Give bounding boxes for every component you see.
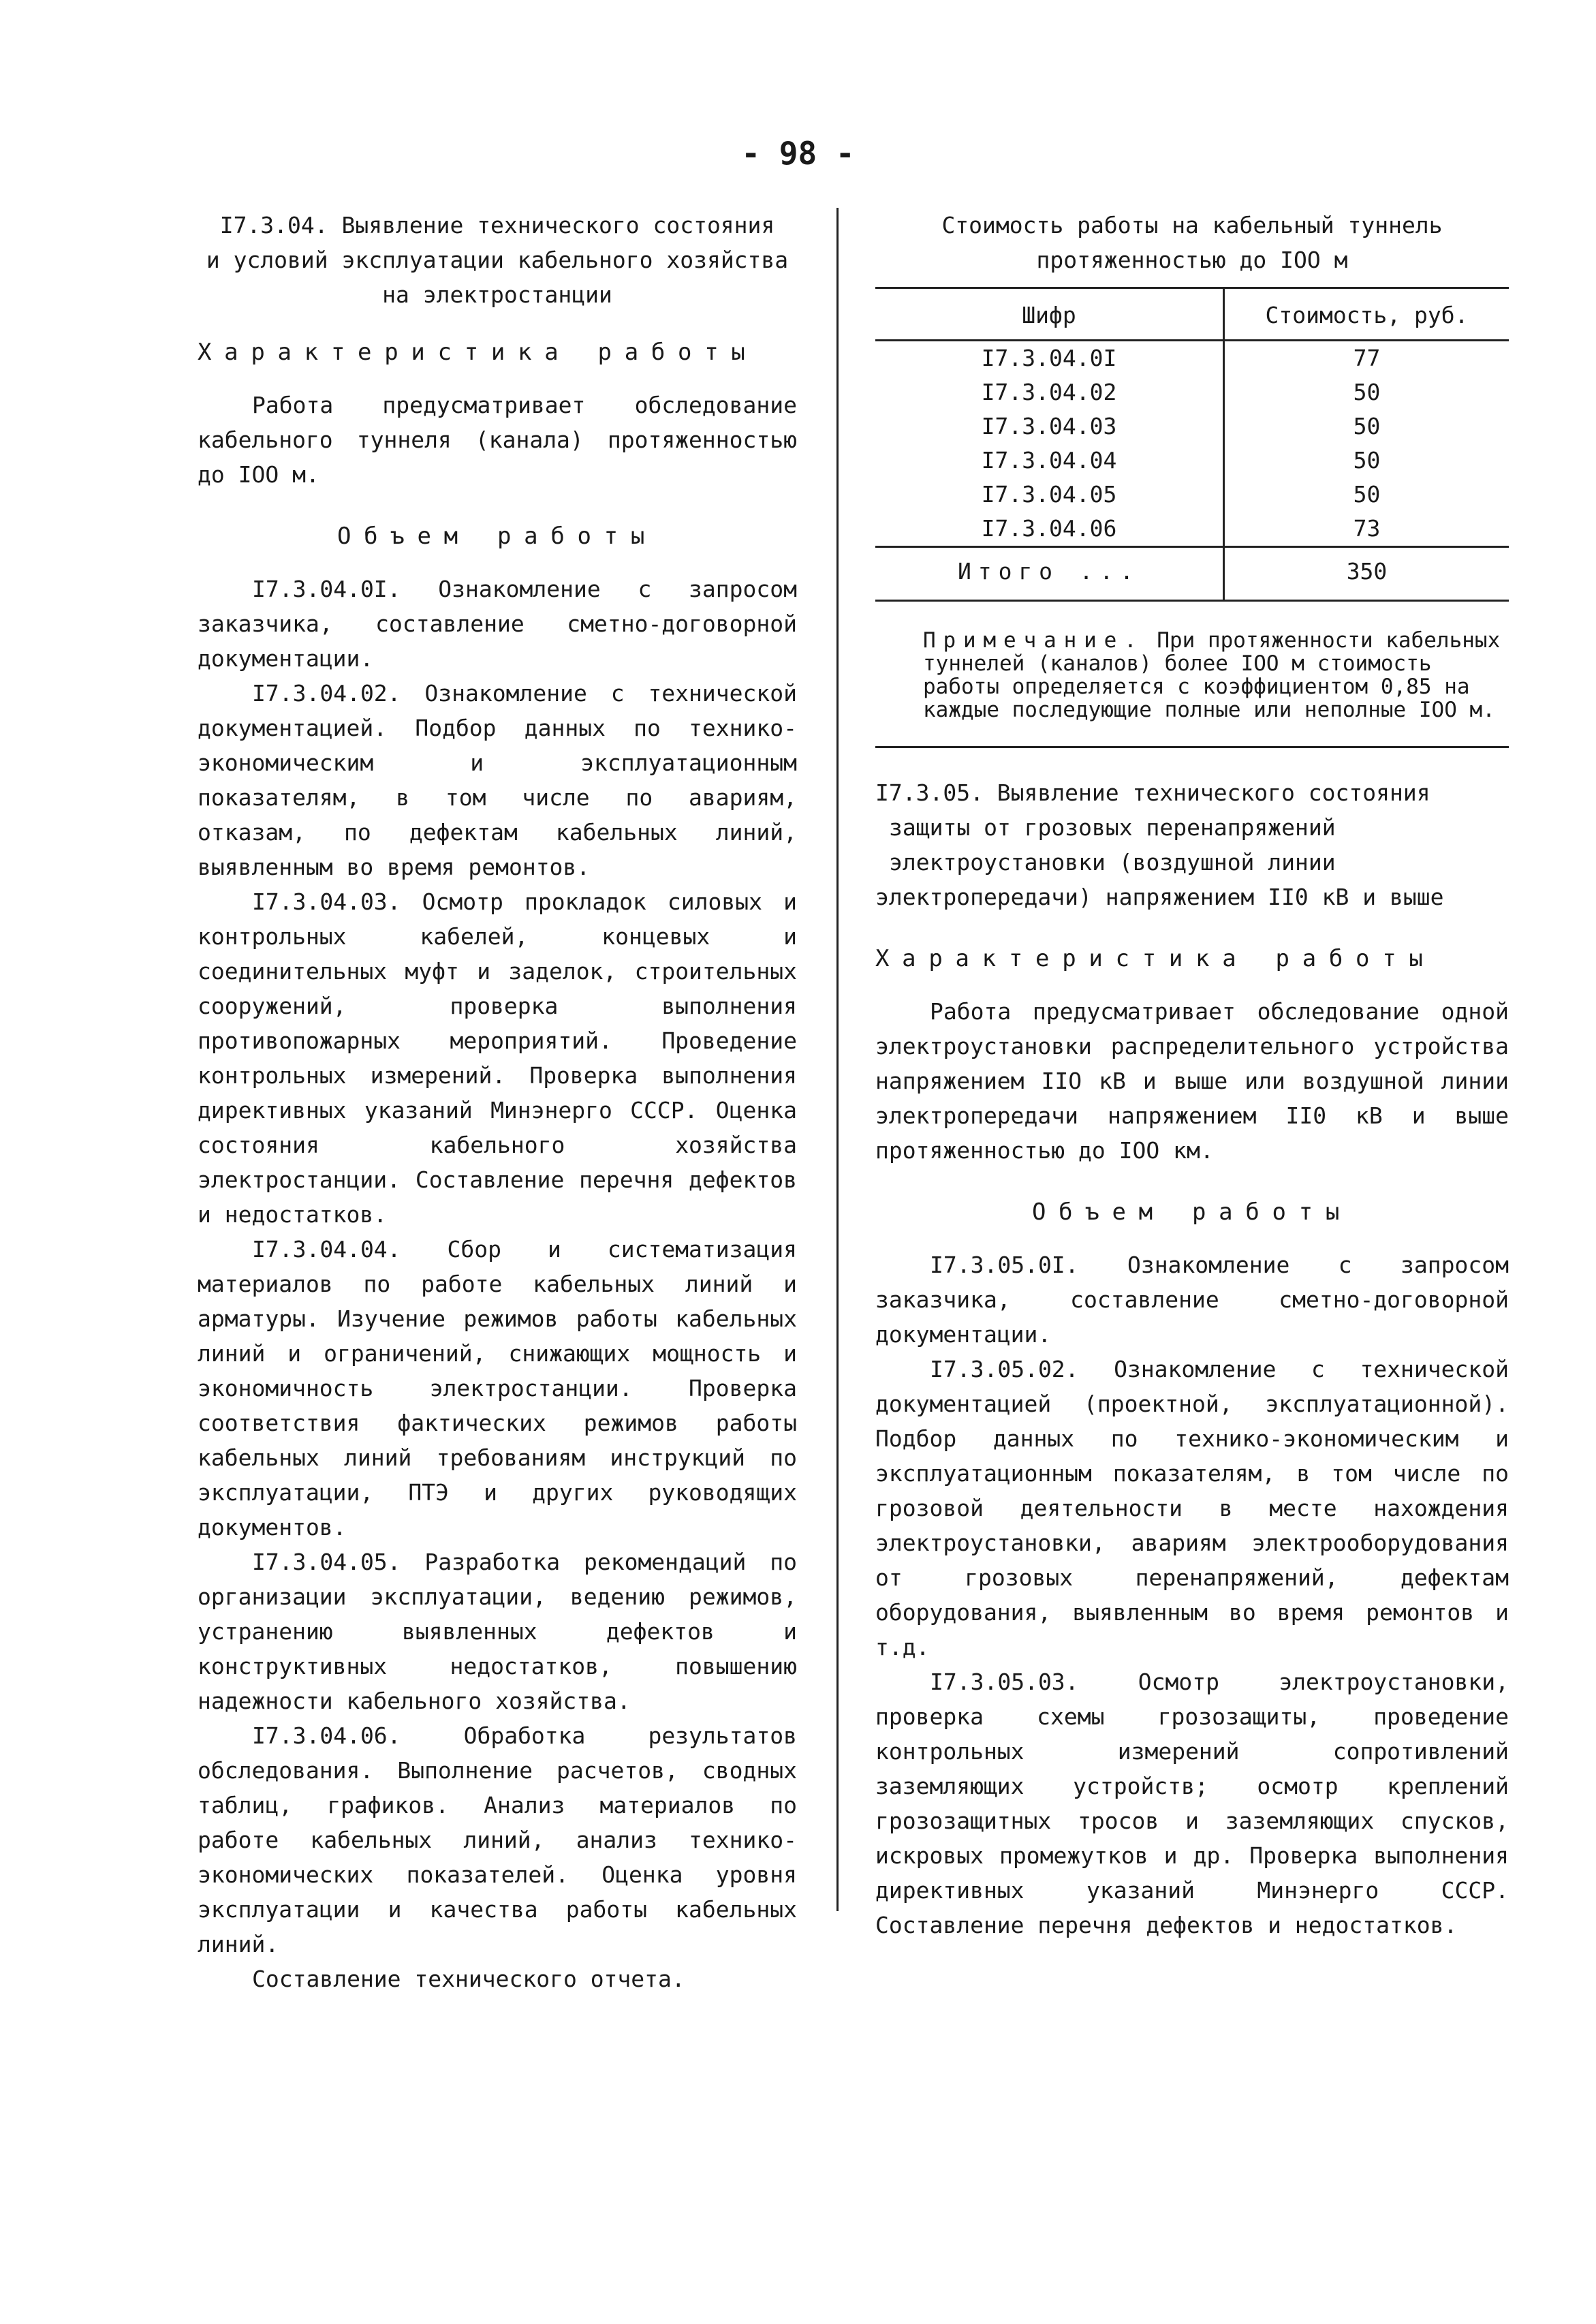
note-heading: Примечание. — [923, 628, 1144, 653]
scope-item: I7.3.05.02. Ознакомление с технической документацией (проектной, эксплуатационной). Подбор данных по технико-экономическим и эксплуатационным показателям, в том числе по грозовой деятельности в месте нахождения электроустановки, авариям электрооборудования от грозовых перенапряжений, дефектам оборудования, выявленным во время ремонтов и т.д. — [875, 1356, 1509, 1660]
note-text: При протяженности кабельных туннелей (каналов) более IOO м стоимость работы определяется с коэффициентом 0,85 на каждые последующие полные или неполные IOO м. — [923, 628, 1501, 722]
section-title-17-3-05: I7.3.05. Выявление технического состояния защиты от грозовых перенапряжений электроустановки (воздушной линии электропередачи) напряжением II0 кВ и выше — [875, 779, 1444, 910]
scope-item: I7.3.05.03. Осмотр электроустановки, проверка схемы грозозащиты, проведение контрольных измерений сопротивлений заземляющих устройств; осмотр креплений грозозащитных тросов и заземляющих спусков, искровых промежутков и др. Проверка выполнения директивных указаний Минэнерго СССР. Составление перечня дефектов и недостатков. — [875, 1669, 1509, 1938]
characteristics-text: Работа предусматривает обследование одной электроустановки распределительного устройства напряжением IIO кВ и выше или воздушной линии электропередачи напряжением II0 кВ и выше протяженностью до IOO км. — [875, 998, 1509, 1164]
table-row: I7.3.04.02 50 — [875, 375, 1509, 409]
right-column — [875, 208, 1509, 1942]
table-row: I7.3.04.05 50 — [875, 478, 1509, 512]
characteristics-heading: Характеристика работы — [875, 945, 1436, 972]
table-header-row — [875, 288, 1509, 341]
table-row: I7.3.04.04 50 — [875, 444, 1509, 478]
scope-item-report: Составление технического отчета. — [252, 1966, 685, 1992]
table-row: I7.3.04.03 50 — [875, 409, 1509, 444]
table-note — [875, 629, 1509, 748]
header-code: Шифр — [875, 288, 1224, 341]
total-label: Итого ... — [875, 547, 1224, 601]
scope-heading: Объем работы — [1031, 1198, 1353, 1226]
column-divider — [836, 208, 839, 1911]
header-cost: Стоимость, руб. — [1224, 288, 1509, 341]
table-total-row — [875, 547, 1509, 601]
table-row: I7.3.04.06 73 — [875, 512, 1509, 547]
scope-heading: Объем работы — [337, 523, 658, 550]
total-value: 350 — [1224, 547, 1509, 601]
characteristics-heading: Характеристика работы — [198, 339, 758, 366]
scope-item: I7.3.04.02. Ознакомление с технической документацией. Подбор данных по технико-экономическим и эксплуатационным показателям, в том числе по авариям, отказам, по дефектам кабельных линий, выявленным во время ремонтов. — [198, 680, 797, 880]
characteristics-text: Работа предусматривает обследование кабельного туннеля (канала) протяженностью до IOO м. — [198, 392, 797, 488]
section-title-17-3-04: I7.3.04. Выявление технического состояния и условий эксплуатации кабельного хозяйства на электростанции — [206, 212, 789, 308]
scope-item: I7.3.04.03. Осмотр прокладок силовых и контрольных кабелей, концевых и соединительных муфт и заделок, строительных сооружений, проверка выполнения противопожарных мероприятий. Проведение контрольных измерений. Проверка выполнения директивных указаний Минэнерго СССР. Оценка состояния кабельного хозяйства электростанции. Составление перечня дефектов и недостатков. — [198, 888, 797, 1228]
scope-item: I7.3.04.04. Сбор и систематизация материалов по работе кабельных линий и арматуры. Изучение режимов работы кабельных линий и ограничений, снижающих мощность и экономичность электростанции. Проверка соответствия фактических режимов работы кабельных линий требованиям инструкций по эксплуатации, ПТЭ и других руководящих документов. — [198, 1236, 797, 1540]
left-column — [198, 208, 797, 1996]
scope-item: I7.3.04.06. Обработка результатов обследования. Выполнение расчетов, сводных таблиц, графиков. Анализ материалов по работе кабельных линий, анализ технико-экономических показателей. Оценка уровня эксплуатации и качества работы кабельных линий. — [198, 1722, 797, 1957]
scope-item: I7.3.04.05. Разработка рекомендаций по организации эксплуатации, ведению режимов, устранению выявленных дефектов и конструктивных недостатков, повышению надежности кабельного хозяйства. — [198, 1549, 797, 1714]
scope-item: I7.3.05.0I. Ознакомление с запросом заказчика, составление сметно-договорной документации. — [875, 1252, 1509, 1348]
scope-item: I7.3.04.0I. Ознакомление с запросом заказчика, составление сметно-договорной документации. — [198, 576, 797, 672]
table-caption: Стоимость работы на кабельный туннель протяженностью до IOO м — [941, 212, 1443, 273]
cost-table — [875, 287, 1509, 602]
table-row: I7.3.04.0I 77 — [875, 341, 1509, 376]
page-number: - 98 - — [741, 135, 855, 172]
